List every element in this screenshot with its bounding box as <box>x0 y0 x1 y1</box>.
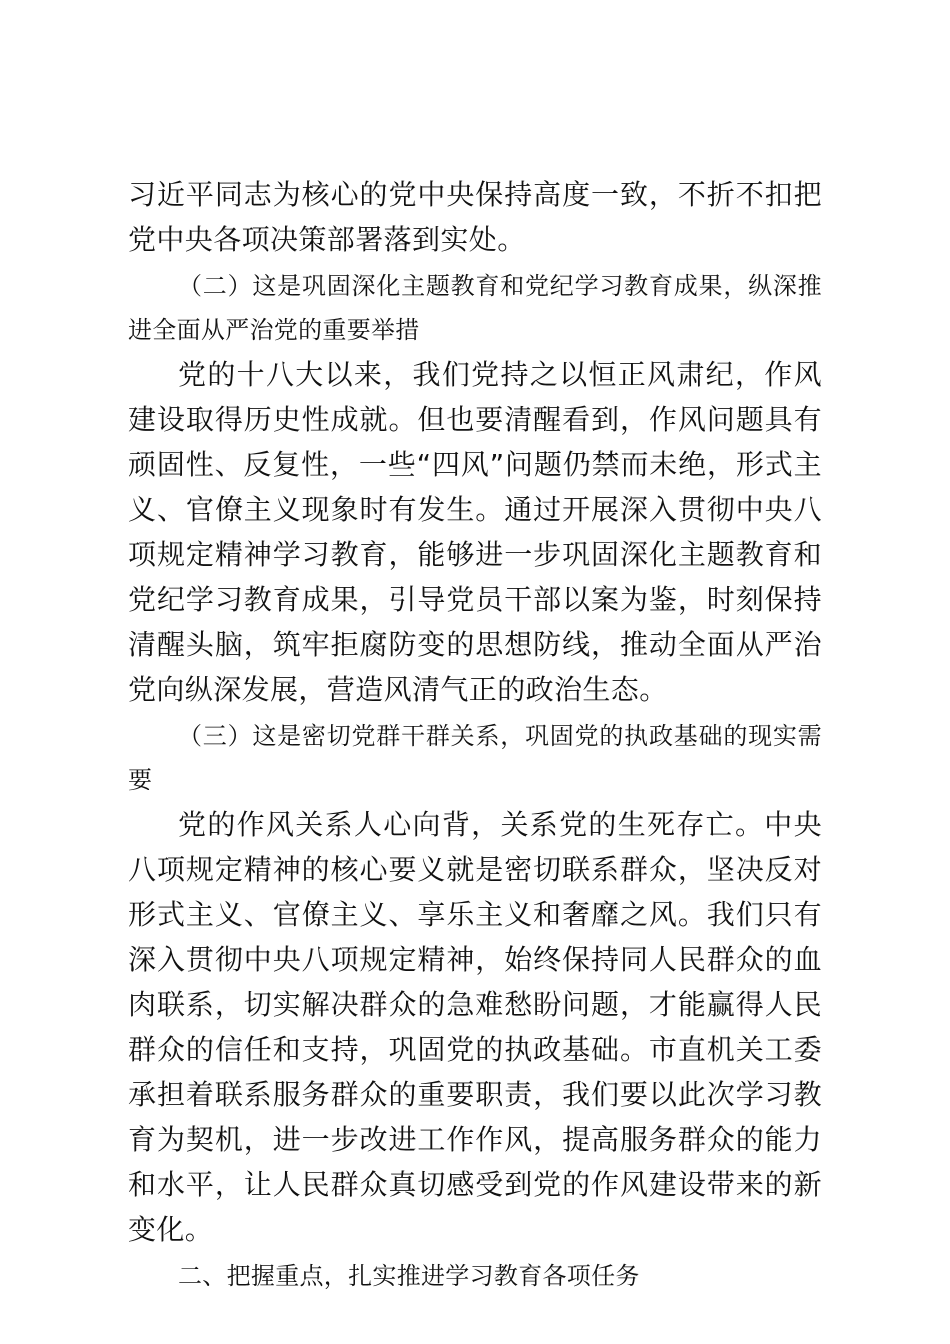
paragraph-section-3: 党的作风关系人心向背，关系党的生死存亡。中央八项规定精神的核心要义就是密切联系群众，坚决反对形式主义、官僚主义、享乐主义和奢靡之风。我们只有深入贯彻中央八项规定精神，始终保持同人民群众的血肉联系，切实解决群众的急难愁盼问题，才能赢得人民群众的信任和支持，巩固党的执政基础。市直机关工委承担着联系服务群众的重要职责，我们要以此次学习教育为契机，进一步改进工作作风，提高服务群众的能力和水平，让人民群众真切感受到党的作风建设带来的新变化。 <box>128 808 822 1246</box>
section-heading-2: （二）这是巩固深化主题教育和党纪学习教育成果，纵深推进全面从严治党的重要举措 <box>128 272 822 344</box>
chapter-heading-2: 二、把握重点，扎实推进学习教育各项任务 <box>178 1262 640 1290</box>
paragraph-section-2: 党的十八大以来，我们党持之以恒正风肃纪，作风建设取得历史性成就。但也要清醒看到，作风问题具有顽固性、反复性，一些“四风”问题仍禁而未绝，形式主义、官僚主义现象时有发生。通过开展深入贯彻中央八项规定精神学习教育，能够进一步巩固深化主题教育和党纪学习教育成果，引导党员干部以案为鉴，时刻保持清醒头脑，筑牢拒腐防变的思想防线，推动全面从严治党向纵深发展，营造风清气正的政治生态。 <box>128 358 822 706</box>
paragraph-continuation: 习近平同志为核心的党中央保持高度一致，不折不扣把党中央各项决策部署落到实处。 <box>128 178 822 256</box>
document-page <box>128 172 822 1298</box>
section-heading-3: （三）这是密切党群干群关系，巩固党的执政基础的现实需要 <box>128 722 822 794</box>
